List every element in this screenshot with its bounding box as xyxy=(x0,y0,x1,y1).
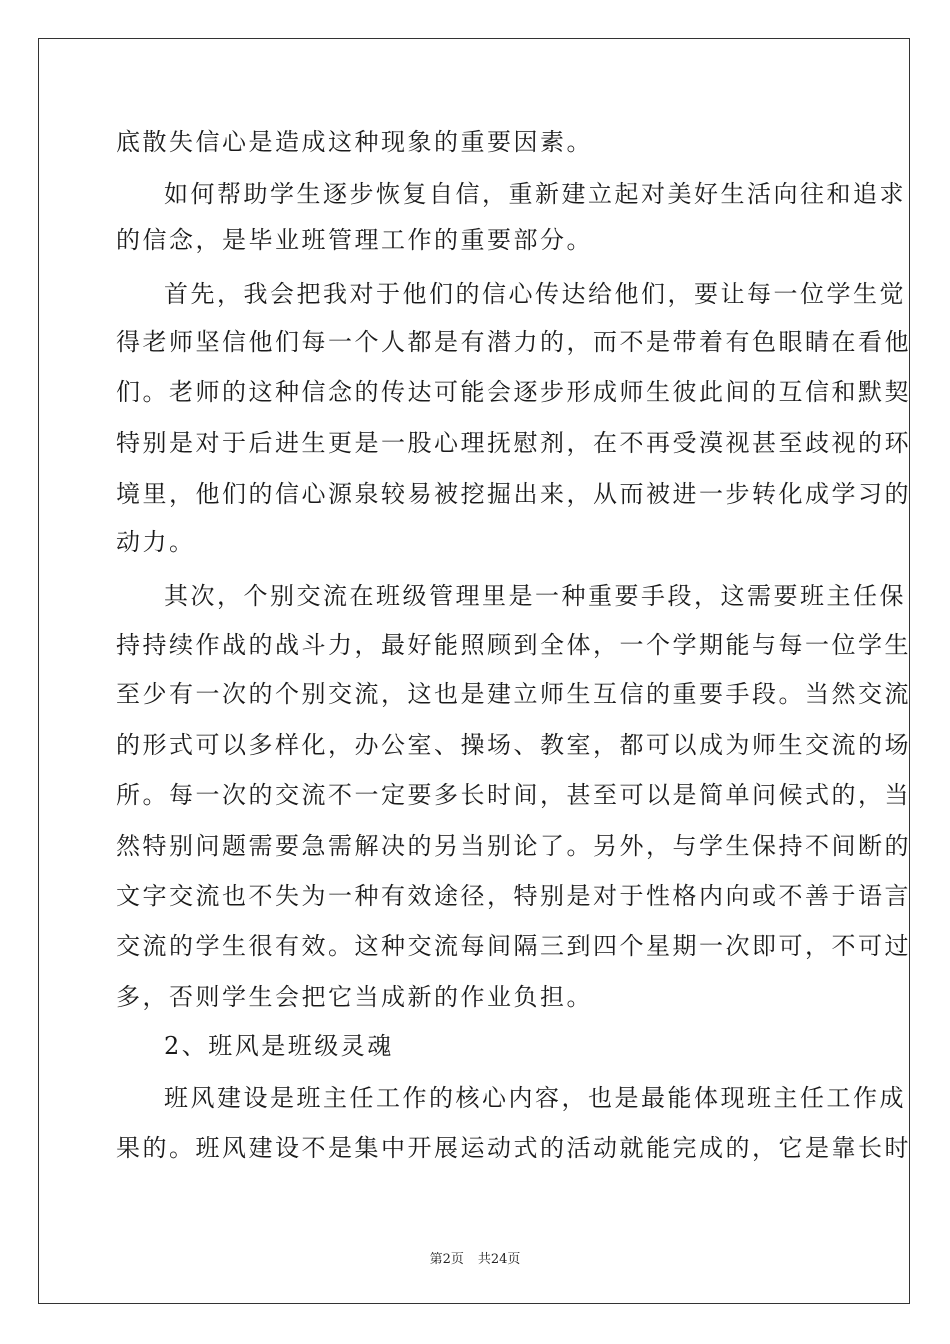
text-line: 动力。 xyxy=(116,528,196,556)
text-line: 文字交流也不失为一种有效途径，特别是对于性格内向或不善于语言 xyxy=(116,882,911,910)
text-line: 们。老师的这种信念的传达可能会逐步形成师生彼此间的互信和默契 xyxy=(116,378,911,406)
text-line: 然特别问题需要急需解决的另当别论了。另外，与学生保持不间断的 xyxy=(116,832,911,860)
section-heading: 2、班风是班级灵魂 xyxy=(164,1032,394,1060)
text-line: 底散失信心是造成这种现象的重要因素。 xyxy=(116,128,593,156)
text-line: 班风建设是班主任工作的核心内容，也是最能体现班主任工作成 xyxy=(164,1084,906,1112)
text-line: 得老师坚信他们每一个人都是有潜力的，而不是带着有色眼睛在看他 xyxy=(116,328,911,356)
text-line: 的形式可以多样化，办公室、操场、教室，都可以成为师生交流的场 xyxy=(116,731,911,759)
text-line: 持持续作战的战斗力，最好能照顾到全体，一个学期能与每一位学生 xyxy=(116,631,911,659)
text-line: 境里，他们的信心源泉较易被挖掘出来，从而被进一步转化成学习的 xyxy=(116,480,911,508)
text-line: 多，否则学生会把它当成新的作业负担。 xyxy=(116,983,593,1011)
text-line: 至少有一次的个别交流，这也是建立师生互信的重要手段。当然交流 xyxy=(116,680,911,708)
text-line: 所。每一次的交流不一定要多长时间，甚至可以是简单问候式的，当 xyxy=(116,781,911,809)
text-line: 果的。班风建设不是集中开展运动式的活动就能完成的，它是靠长时 xyxy=(116,1134,911,1162)
page-footer xyxy=(0,1248,950,1267)
text-line: 首先，我会把我对于他们的信心传达给他们，要让每一位学生觉 xyxy=(164,280,906,308)
text-line: 其次，个别交流在班级管理里是一种重要手段，这需要班主任保 xyxy=(164,582,906,610)
text-line: 如何帮助学生逐步恢复自信，重新建立起对美好生活向往和追求 xyxy=(164,180,906,208)
text-line: 交流的学生很有效。这种交流每间隔三到四个星期一次即可，不可过 xyxy=(116,932,911,960)
text-line: 的信念，是毕业班管理工作的重要部分。 xyxy=(116,226,593,254)
page-total: 共24页 xyxy=(477,1252,521,1267)
page-number: 第2页 xyxy=(429,1252,464,1267)
text-line: 特别是对于后进生更是一股心理抚慰剂，在不再受漠视甚至歧视的环 xyxy=(116,429,911,457)
